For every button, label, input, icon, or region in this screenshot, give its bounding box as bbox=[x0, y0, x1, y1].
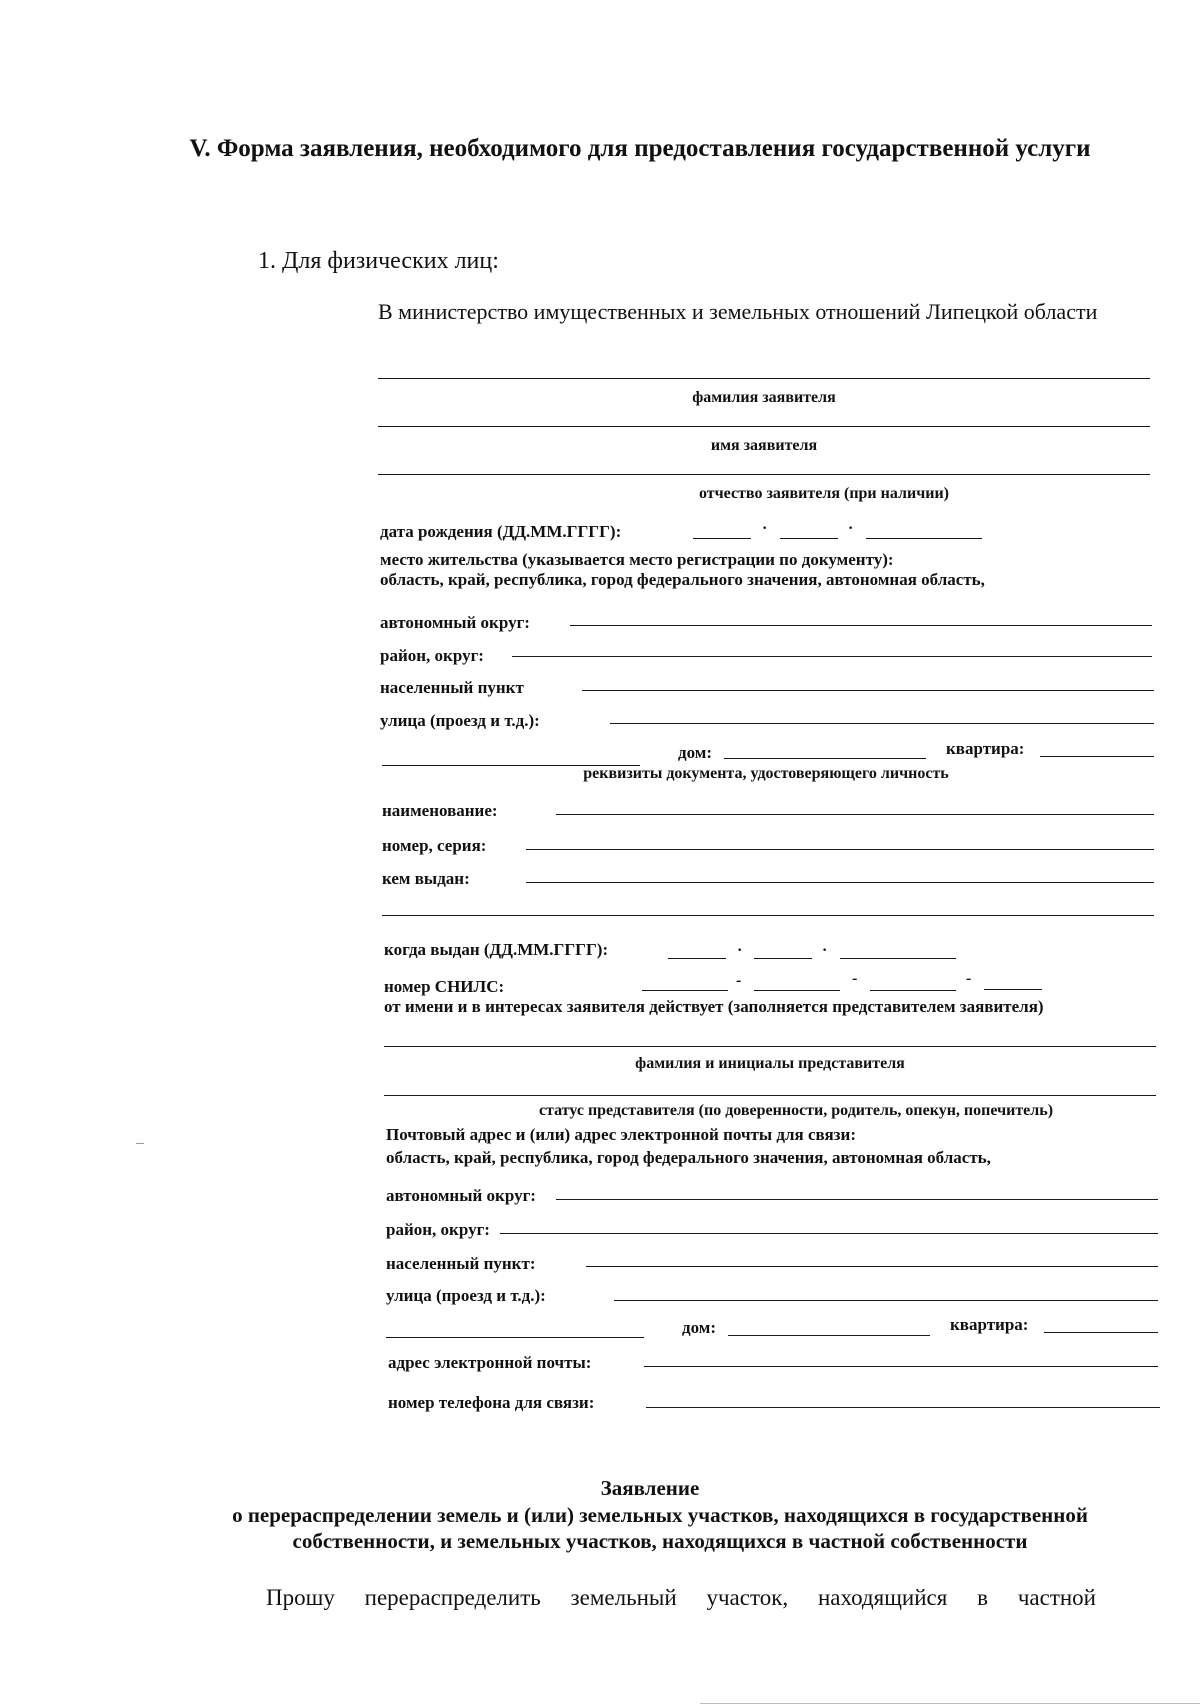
locality-field[interactable] bbox=[582, 690, 1154, 691]
street-2-continuation-field[interactable] bbox=[386, 1337, 644, 1338]
autonomous-okrug-2-label: автономный округ: bbox=[386, 1186, 536, 1205]
street-label: улица (проезд и т.д.): bbox=[380, 711, 540, 730]
doc-name-field[interactable] bbox=[556, 814, 1154, 815]
locality-label: населенный пункт bbox=[380, 678, 524, 697]
birth-year-field[interactable] bbox=[866, 538, 982, 539]
snils-check-field[interactable] bbox=[984, 989, 1042, 990]
district-2-label: район, округ: bbox=[386, 1220, 490, 1239]
statement-subtitle-line-2: собственности, и земельных участков, находящихся в частной собственности bbox=[292, 1529, 1028, 1553]
email-label: адрес электронной почты: bbox=[388, 1353, 592, 1372]
locality-2-label: населенный пункт: bbox=[386, 1254, 536, 1273]
district-field[interactable] bbox=[512, 656, 1152, 657]
street-2-label: улица (проезд и т.д.): bbox=[386, 1286, 546, 1305]
name-caption: имя заявителя bbox=[710, 437, 818, 454]
email-field[interactable] bbox=[644, 1366, 1158, 1367]
scan-artifact bbox=[700, 1703, 1200, 1704]
district-label: район, округ: bbox=[380, 646, 484, 665]
doc-name-label: наименование: bbox=[382, 801, 498, 820]
addressee: В министерство имущественных и земельных отношений Липецкой области bbox=[378, 299, 1098, 324]
snils-separator: - bbox=[736, 972, 742, 989]
rep-name-field-line[interactable] bbox=[384, 1046, 1156, 1047]
statement-subtitle-line-1: о перераспределении земель и (или) земельных участков, находящихся в государственной bbox=[232, 1503, 1088, 1527]
snils-separator: - bbox=[966, 970, 972, 987]
scan-artifact bbox=[136, 1143, 144, 1144]
identity-doc-caption: реквизиты документа, удостоверяющего личность bbox=[583, 765, 949, 782]
date-separator: · bbox=[822, 942, 828, 959]
snils-part-3-field[interactable] bbox=[870, 990, 956, 991]
house-label: дом: bbox=[678, 743, 713, 762]
autonomous-okrug-2-field[interactable] bbox=[556, 1199, 1158, 1200]
postal-label: Почтовый адрес и (или) адрес электронной почты для связи: bbox=[386, 1125, 856, 1144]
apartment-label: квартира: bbox=[946, 739, 1025, 758]
autonomous-okrug-label: автономный округ: bbox=[380, 613, 530, 632]
apartment-field[interactable] bbox=[1040, 756, 1154, 757]
date-separator: · bbox=[848, 520, 854, 537]
region-line-label: область, край, республика, город федерального значения, автономная область, bbox=[380, 570, 985, 589]
issue-day-field[interactable] bbox=[668, 958, 726, 959]
statement-body-line bbox=[266, 1585, 1096, 1611]
apartment-2-field[interactable] bbox=[1044, 1332, 1158, 1333]
snils-part-2-field[interactable] bbox=[754, 990, 840, 991]
house-field[interactable] bbox=[724, 758, 926, 759]
residence-label: место жительства (указывается место регистрации по документу): bbox=[380, 550, 894, 569]
rep-name-caption: фамилия и инициалы представителя bbox=[635, 1055, 905, 1072]
birth-month-field[interactable] bbox=[780, 538, 838, 539]
autonomous-okrug-field[interactable] bbox=[570, 625, 1152, 626]
issued-by-label: кем выдан: bbox=[382, 869, 470, 888]
date-separator: · bbox=[762, 520, 768, 537]
snils-separator: - bbox=[852, 970, 858, 987]
on-behalf-label: от имени и в интересах заявителя действует (заполняется представителем заявителя) bbox=[384, 997, 1044, 1016]
body-word: Прошу bbox=[266, 1585, 335, 1610]
street-2-field[interactable] bbox=[614, 1300, 1158, 1301]
body-word: участок, bbox=[706, 1585, 789, 1610]
issued-by-field[interactable] bbox=[526, 882, 1154, 883]
date-separator: · bbox=[737, 942, 743, 959]
body-word: находящийся bbox=[817, 1585, 948, 1610]
phone-label: номер телефона для связи: bbox=[388, 1393, 595, 1412]
patronymic-field-line[interactable] bbox=[378, 474, 1150, 475]
doc-number-field[interactable] bbox=[526, 849, 1154, 850]
house-2-field[interactable] bbox=[728, 1335, 930, 1336]
birth-date-label: дата рождения (ДД.ММ.ГГГГ): bbox=[380, 522, 622, 541]
subsection-heading: 1. Для физических лиц: bbox=[258, 248, 499, 274]
snils-part-1-field[interactable] bbox=[642, 990, 728, 991]
region-line-2-label: область, край, республика, город федерального значения, автономная область, bbox=[386, 1148, 991, 1167]
issue-year-field[interactable] bbox=[840, 958, 956, 959]
body-word: земельный bbox=[570, 1585, 677, 1610]
locality-2-field[interactable] bbox=[586, 1266, 1158, 1267]
rep-status-field-line[interactable] bbox=[384, 1095, 1156, 1096]
apartment-2-label: квартира: bbox=[950, 1315, 1029, 1334]
body-word: частной bbox=[1017, 1585, 1096, 1610]
body-word: перераспределить bbox=[364, 1585, 541, 1610]
statement-title: Заявление bbox=[600, 1476, 700, 1500]
surname-caption: фамилия заявителя bbox=[692, 389, 836, 406]
house-2-label: дом: bbox=[682, 1318, 717, 1337]
snils-label: номер СНИЛС: bbox=[384, 977, 505, 996]
surname-field-line[interactable] bbox=[378, 378, 1150, 379]
phone-field[interactable] bbox=[646, 1407, 1160, 1408]
district-2-field[interactable] bbox=[500, 1233, 1158, 1234]
doc-number-label: номер, серия: bbox=[382, 836, 487, 855]
issued-by-continuation-field[interactable] bbox=[382, 915, 1154, 916]
body-word: в bbox=[977, 1585, 989, 1610]
street-field[interactable] bbox=[610, 723, 1154, 724]
patronymic-caption: отчество заявителя (при наличии) bbox=[698, 485, 949, 502]
section-title: V. Форма заявления, необходимого для предоставления государственной услуги bbox=[189, 135, 1091, 162]
issue-date-label: когда выдан (ДД.ММ.ГГГГ): bbox=[384, 940, 609, 959]
issue-month-field[interactable] bbox=[754, 958, 812, 959]
rep-status-caption: статус представителя (по доверенности, родитель, опекун, попечитель) bbox=[538, 1102, 1054, 1119]
birth-day-field[interactable] bbox=[693, 538, 751, 539]
name-field-line[interactable] bbox=[378, 426, 1150, 427]
